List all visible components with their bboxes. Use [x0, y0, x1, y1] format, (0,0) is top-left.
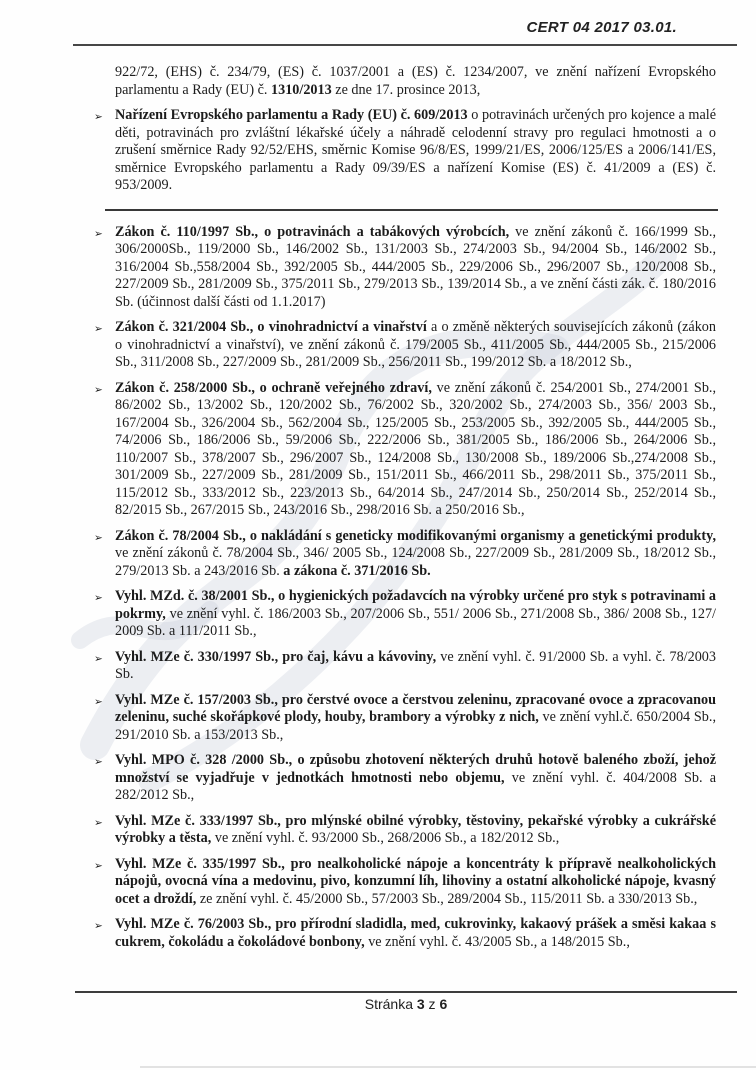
paragraph-text: Vyhl. MZe č. 157/2003 Sb., pro čerstvé ovoce a čerstvou zeleninu, zpracované ovoce a zpracovanou zeleninu, suché skořápkové plody, houby, brambory a výrobky z nich, ve znění vyhl.č. 650/2004 Sb., 291/2010 Sb. a 153/2013 Sb., [115, 691, 716, 743]
scan-edge-artifact [140, 1066, 756, 1068]
paragraph-text: 922/72, (EHS) č. 234/79, (ES) č. 1037/2001 a (ES) č. 1234/2007, ve znění nařízení Evropského parlamentu a Rady (EU) č. 1310/2013 ze dne 17. prosince 2013, [115, 64, 716, 98]
arrow-bullet-icon: ➢ [94, 652, 103, 665]
arrow-bullet-icon: ➢ [94, 816, 103, 829]
arrow-bullet-icon: ➢ [94, 695, 103, 708]
item-zakon-110-1997 [94, 223, 716, 312]
paragraph-text: Zákon č. 258/2000 Sb., o ochraně veřejného zdraví, ve znění zákonů č. 254/2001 Sb., 274/2001 Sb., 86/2002 Sb., 13/2002 Sb., 120/2002 Sb., 76/2002 Sb., 320/2002 Sb., 274/2003 Sb., 356/ 2003 Sb., 167/2004 Sb., 326/2004 Sb., 562/2004 Sb., 125/2005 Sb., 253/2005 Sb., 392/2005 Sb., 444/2005 Sb., 74/2006 Sb., 186/2006 Sb., 59/2006 Sb., 222/2006 Sb., 381/2005 Sb., 186/2006 Sb., 264/2006 Sb., 110/2007 Sb., 378/2007 Sb., 296/2007 Sb., 124/2008 Sb., 130/2008 Sb., 189/2006 Sb.,274/2008 Sb., 301/2009 Sb., 227/2009 Sb., 281/2009 Sb., 151/2011 Sb., 466/2011 Sb., 298/2011 Sb., 375/2011 Sb., 115/2012 Sb., 333/2012 Sb., 223/2013 Sb., 64/2014 Sb., 247/2014 Sb., 250/2014 Sb., 252/2014 Sb., 82/2015 Sb., 267/2015 Sb., 243/2016 Sb., 298/2016 Sb. a 250/2016 Sb., [115, 379, 717, 518]
item-vyhl-mze-157-2003 [94, 691, 716, 745]
paragraph-text: Nařízení Evropského parlamentu a Rady (EU) č. 609/2013 o potravinách určených pro kojence a malé děti, potravinách pro zvláštní lékařské účely a náhradě celodenní stravy pro regulaci hmotnosti a o zrušení směrnice Rady 92/52/EHS, směrnic Komise 96/8/ES, 1999/21/ES, 2006/125/ES a 2006/141/ES, směrnice Evropského parlamentu a Rady 09/39/ES a nařízení Komise (ES) č. 41/2009 a (ES) č. 953/2009. [115, 107, 716, 193]
paragraph-text: Vyhl. MZe č. 335/1997 Sb., pro nealkoholické nápoje a koncentráty k přípravě nealkoholických nápojů, ovocná vína a medovinu, pivo, konzumní líh, lihoviny a ostatní alkoholické nápoje, kvasný ocet a droždí, ze znění vyhl. č. 45/2000 Sb., 57/2003 Sb., 289/2004 Sb., 115/2011 Sb. a 330/2013 Sb., [115, 855, 716, 907]
arrow-bullet-icon: ➢ [94, 756, 103, 768]
paragraph-text: Vyhl. MZe č. 330/1997 Sb., pro čaj, kávu a kávoviny, ve znění vyhl. č. 91/2000 Sb. a vyhl. č. 78/2003 Sb. [115, 648, 716, 682]
paragraph-text: Zákon č. 78/2004 Sb., o nakládání s geneticky modifikovanými organismy a genetickými produkty, ve znění zákonů č. 78/2004 Sb., 346/ 2005 Sb., 124/2008 Sb., 227/2009 Sb., 281/2009 Sb., 18/2012 Sb., 279/2013 Sb. a 243/2016 Sb. a zákona č. 371/2016 Sb. [115, 527, 716, 579]
arrow-bullet-icon: ➢ [94, 227, 103, 240]
item-vyhl-mze-76-2003 [94, 916, 716, 951]
item-zakon-78-2004 [94, 527, 716, 581]
arrow-bullet-icon: ➢ [94, 531, 103, 544]
arrow-bullet-icon: ➢ [94, 592, 103, 604]
paragraph-text: Vyhl. MZd. č. 38/2001 Sb., o hygienických požadavcích na výrobky určené pro styk s potravinami a pokrmy, ve znění vyhl. č. 186/2003 Sb., 207/2006 Sb., 551/ 2006 Sb., 271/2008 Sb., 386/ 2008 Sb., 127/ 2009 Sb. a 111/2011 Sb., [115, 588, 716, 639]
paragraph-text: Zákon č. 110/1997 Sb., o potravinách a tabákových výrobcích, ve znění zákonů č. 166/1999 Sb., 306/2000Sb., 119/2000 Sb., 146/2002 Sb., 131/2003 Sb., 274/2003 Sb., 94/2004 Sb., 146/2002 Sb., 316/2004 Sb.,558/2004 Sb., 392/2005 Sb., 444/2005 Sb., 229/2006 Sb., 296/2007 Sb., 120/2008 Sb., 227/2009 Sb., 281/2009 Sb., 375/2011 Sb., 279/2013 Sb., 139/2014 Sb., a ve znění části zák. č. 180/2016 Sb. (účinnost další části od 1.1.2017) [115, 223, 716, 310]
paragraph-text: Vyhl. MPO č. 328 /2000 Sb., o způsobu zhotovení některých druhů hotově baleného zboží, jehož množství se vyjadřuje v jednotkách hmotnosti nebo objemu, ve znění vyhl. č. 404/2008 Sb. a 282/2012 Sb., [115, 752, 717, 803]
item-vyhl-mze-333-1997 [94, 812, 716, 848]
arrow-bullet-icon: ➢ [94, 859, 103, 872]
para-continuation-922-72 [115, 64, 716, 99]
item-zakon-258-2000 [94, 379, 717, 520]
arrow-bullet-icon: ➢ [94, 920, 103, 932]
arrow-bullet-icon: ➢ [94, 323, 103, 335]
document-code: CERT 04 2017 03.01. [526, 19, 677, 36]
footer-rule [75, 991, 737, 993]
header-rule [73, 44, 737, 46]
paragraph-text: Vyhl. MZe č. 333/1997 Sb., pro mlýnské obilné výrobky, těstoviny, pekařské výrobky a cukrářské výrobky a těsta, ve znění vyhl. č. 93/2000 Sb., 268/2006 Sb., a 182/2012 Sb., [115, 812, 716, 846]
page-number: Stránka 3 z 6 [364, 996, 448, 1012]
item-vyhl-mze-335-1997 [94, 855, 716, 909]
regulation-list [94, 64, 717, 959]
paragraph-text: Vyhl. MZe č. 76/2003 Sb., pro přírodní sladidla, med, cukrovinky, kakaový prášek a směsi kakaa s cukrem, čokoládu a čokoládové bonbony, ve znění vyhl. č. 43/2005 Sb., a 148/2015 Sb., [115, 916, 716, 950]
paragraph-text: Zákon č. 321/2004 Sb., o vinohradnictví a vinařství a o změně některých souvisejících zákonů (zákon o vinohradnictví a vinařství), ve znění zákonů č. 179/2005 Sb., 411/2005 Sb., 444/2005 Sb., 215/2006 Sb., 311/2008 Sb., 227/2009 Sb., 281/2009 Sb., 256/2011 Sb., 199/2012 Sb. a 18/2012 Sb., [115, 319, 716, 370]
item-vyhl-mze-330-1997 [94, 648, 716, 684]
item-narizeni-609-2013 [94, 107, 716, 195]
arrow-bullet-icon: ➢ [94, 383, 103, 396]
item-vyhl-mpo-328-2000 [94, 752, 717, 805]
item-zakon-321-2004 [94, 319, 716, 372]
item-vyhl-mzd-38-2001 [94, 588, 716, 641]
arrow-bullet-icon: ➢ [94, 111, 103, 123]
section-divider-rule [105, 209, 718, 211]
